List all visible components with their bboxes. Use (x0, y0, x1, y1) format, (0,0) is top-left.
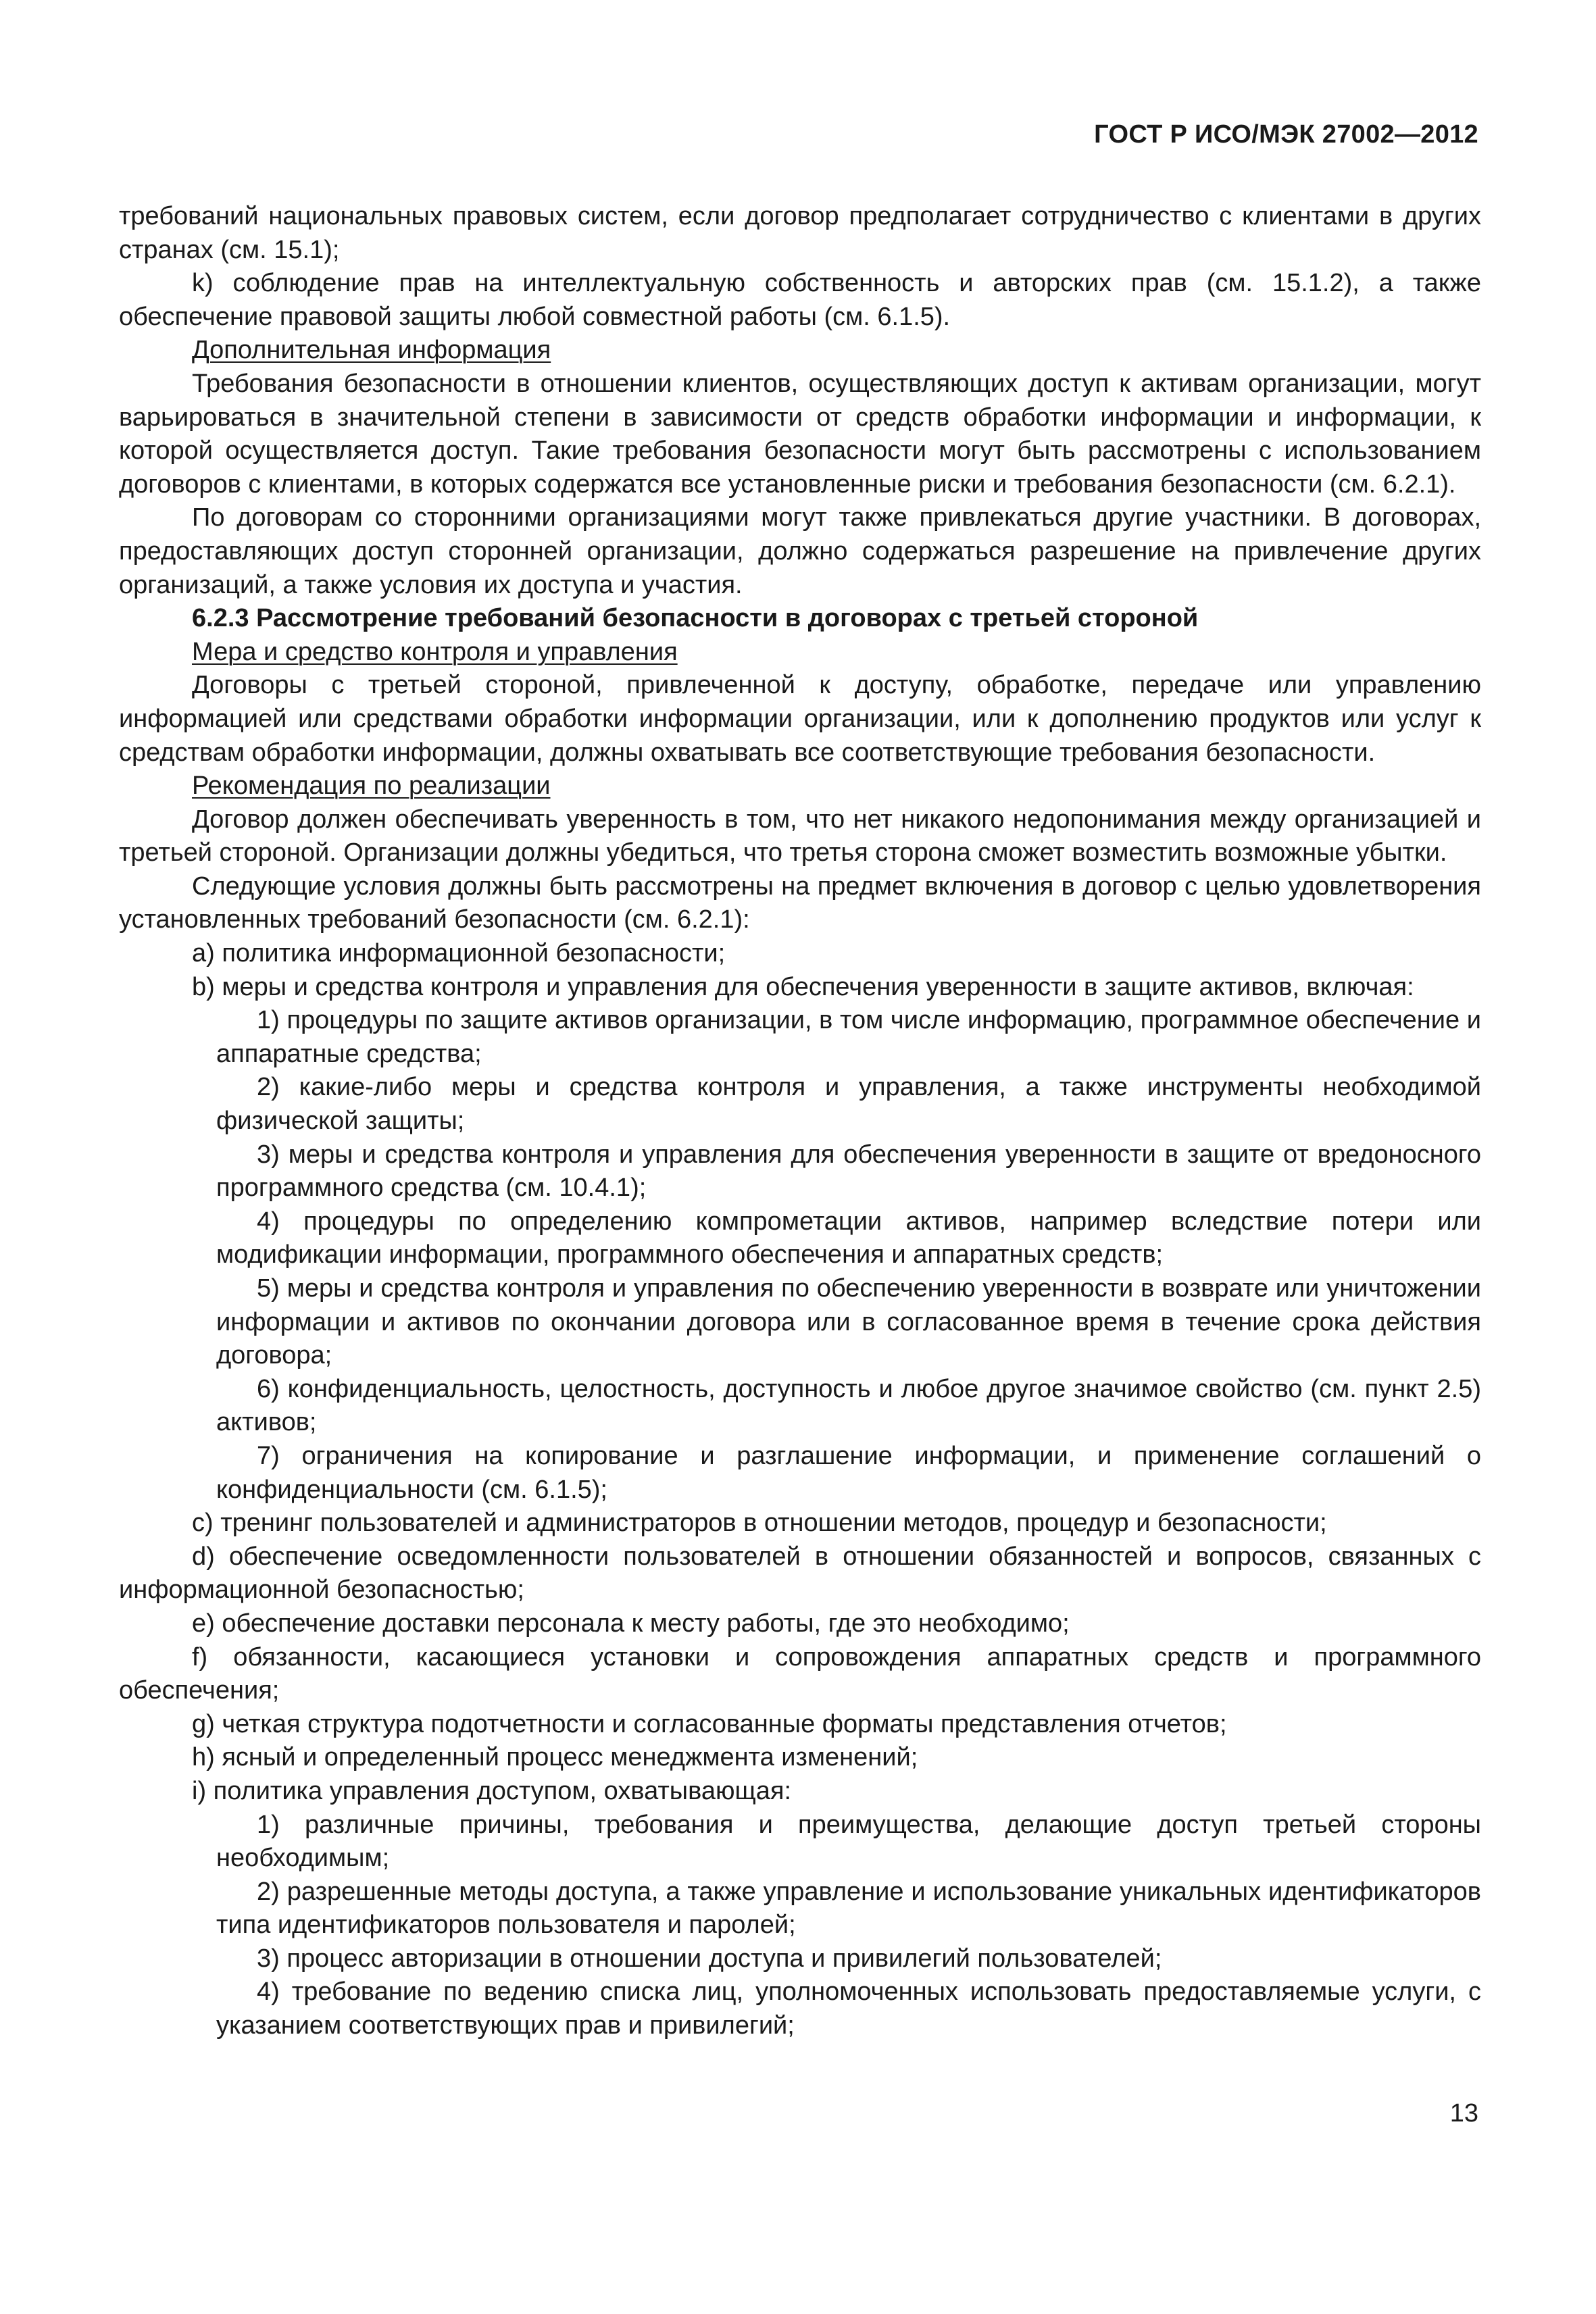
section-heading-6-2-3: 6.2.3 Рассмотрение требований безопасности в договорах с третьей стороной (192, 604, 1199, 633)
sublist-item-b7: 7) ограничения на копирование и разглашение информации, и применение соглашений о конфиденциальности (см. 6.1.5); (216, 1441, 1481, 1504)
list-item-k: k) соблюдение прав на интеллектуальную собственность и авторских прав (см. 15.1.2), а также обеспечение правовой защиты любой совместной работы (см. 6.1.5). (119, 269, 1481, 331)
list-item-e: e) обеспечение доставки персонала к месту работы, где это необходимо; (192, 1609, 1070, 1638)
paragraph-contract-assurance: Договор должен обеспечивать уверенность в том, что нет никакого недопонимания между организацией и третьей стороной. Организации должны убедиться, что третья сторона сможет возместить возможные убытки. (119, 805, 1481, 867)
list-item-c: c) тренинг пользователей и администраторов в отношении методов, процедур и безопасности; (192, 1509, 1327, 1538)
subheading-control-measure (119, 636, 1481, 670)
sublist-item-b6: 6) конфиденциальность, целостность, доступность и любое другое значимое свойство (см. пункт 2.5) активов; (216, 1374, 1481, 1437)
sublist-item-i4: 4) требование по ведению списка лиц, уполномоченных использовать предоставляемые услуги, с указанием соответствующих прав и привилегий; (216, 1978, 1481, 2040)
subheading-additional-info-text: Дополнительная информация (192, 336, 551, 365)
sublist-item-b2: 2) какие-либо меры и средства контроля и управления, а также инструменты необходимой физической защиты; (216, 1073, 1481, 1136)
paragraph-third-party-participants: По договорам со сторонними организациями могут также привлекаться другие участники. В договорах, предоставляющих доступ сторонней организации, должно содержаться разрешение на привлечение других организаций, а также условия их доступа и участия. (119, 503, 1481, 599)
sublist-item-i1: 1) различные причины, требования и преимущества, делающие доступ третьей стороны необходимым; (216, 1810, 1481, 1873)
paragraph-conditions-intro: Следующие условия должны быть рассмотрены на предмет включения в договор с целью удовлетворения установленных требований безопасности (см. 6.2.1): (119, 872, 1481, 934)
paragraph-third-party-contracts: Договоры с третьей стороной, привлеченной к доступу, обработке, передаче или управлению информацией или средствами обработки информации организации, или к дополнению продуктов или услуг к средствам обработки информации, должны охватывать все соответствующие требования безопасности. (119, 671, 1481, 767)
list-item-g: g) четкая структура подотчетности и согласованные форматы представления отчетов; (192, 1709, 1227, 1738)
list-item-b: b) меры и средства контроля и управления для обеспечения уверенности в защите активов, включая: (192, 972, 1414, 1001)
subheading-additional-info (119, 334, 1481, 368)
subheading-control-measure-text: Мера и средство контроля и управления (192, 637, 678, 666)
subheading-implementation-guidance (119, 770, 1481, 803)
paragraph-client-requirements: Требования безопасности в отношении клиентов, осуществляющих доступ к активам организации, могут варьироваться в значительной степени в зависимости от средств обработки информации и информации, к которой осуществляется доступ. Такие требования безопасности могут быть рассмотрены с использованием договоров с клиентами, в которых содержатся все установленные риски и требования безопасности (см. 6.2.1). (119, 369, 1481, 499)
sublist-item-i3: 3) процесс авторизации в отношении доступа и привилегий пользователей; (257, 1944, 1162, 1973)
page-number: 13 (1449, 2099, 1478, 2128)
list-item-a: a) политика информационной безопасности; (192, 939, 726, 968)
list-item-d: d) обеспечение осведомленности пользователей в отношении обязанностей и вопросов, связанных с информационной безопасностью; (119, 1542, 1481, 1605)
sublist-item-i2: 2) разрешенные методы доступа, а также управление и использование уникальных идентификаторов типа идентификаторов пользователя и паролей; (216, 1877, 1481, 1940)
page-body (119, 200, 1481, 2043)
sublist-item-b1: 1) процедуры по защите активов организации, в том числе информацию, программное обеспечение и аппаратные средства; (216, 1006, 1481, 1068)
sublist-item-b5: 5) меры и средства контроля и управления по обеспечению уверенности в возврате или уничтожении информации и активов по окончании договора или в согласованное время в течение срока действия договора; (216, 1274, 1481, 1370)
subheading-implementation-guidance-text: Рекомендация по реализации (192, 772, 551, 801)
document-code-header: ГОСТ Р ИСО/МЭК 27002—2012 (1094, 120, 1478, 149)
list-item-h: h) ясный и определенный процесс менеджмента изменений; (192, 1743, 918, 1772)
sublist-item-b4: 4) процедуры по определению компрометации активов, например вследствие потери или модификации информации, программного обеспечения и аппаратных средств; (216, 1207, 1481, 1269)
paragraph-continuation: требований национальных правовых систем, если договор предполагает сотрудничество с клиентами в других странах (см. 15.1); (119, 202, 1481, 264)
list-item-f: f) обязанности, касающиеся установки и сопровождения аппаратных средств и программного обеспечения; (119, 1642, 1481, 1705)
list-item-i: i) политика управления доступом, охватывающая: (192, 1776, 792, 1805)
sublist-item-b3: 3) меры и средства контроля и управления для обеспечения уверенности в защите от вредоносного программного средства (см. 10.4.1); (216, 1140, 1481, 1203)
